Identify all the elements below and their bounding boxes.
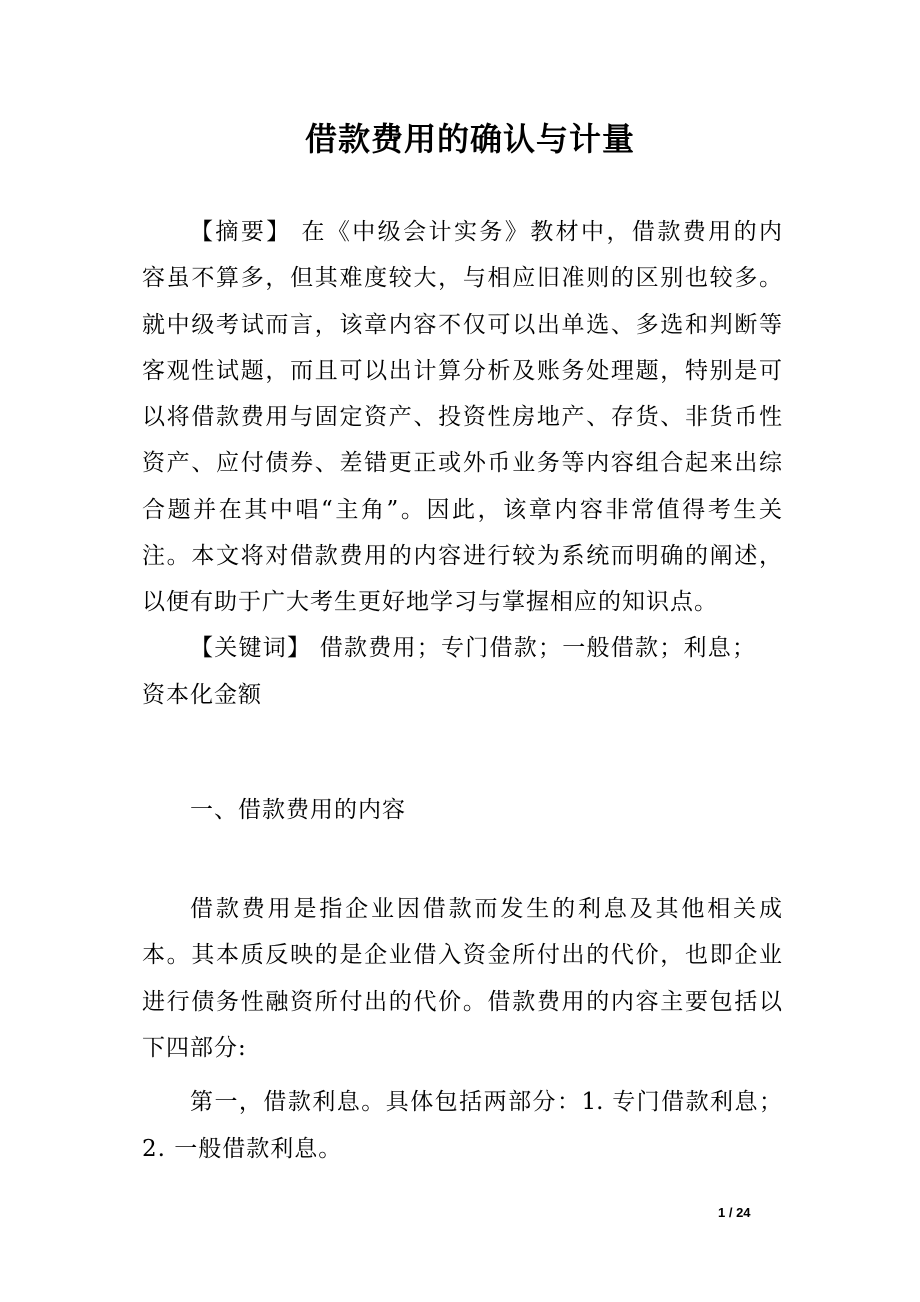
abstract-line: 注。本文将对借款费用的内容进行较为系统而明确的阐述， [142, 543, 782, 569]
keywords-line: 【关键词】 借款费用；专门借款；一般借款；利息； [190, 635, 755, 661]
keywords-line: 资本化金额 [142, 682, 262, 708]
section-heading: 一、借款费用的内容 [190, 797, 406, 823]
abstract-line: 合题并在其中唱“主角”。因此，该章内容非常值得考生关 [142, 497, 782, 523]
abstract-line: 容虽不算多，但其难度较大，与相应旧准则的区别也较多。 [142, 265, 782, 291]
body-line: 本。其本质反映的是企业借入资金所付出的代价，也即企业 [142, 942, 782, 968]
body-line: 第一，借款利息。具体包括两部分：1. 专门借款利息； [190, 1089, 782, 1115]
body-line: 下四部分: [142, 1035, 247, 1061]
body-line: 2. 一般借款利息。 [142, 1136, 343, 1162]
abstract-line: 以将借款费用与固定资产、投资性房地产、存货、非货币性 [142, 404, 782, 430]
body-line: 进行债务性融资所付出的代价。借款费用的内容主要包括以 [142, 989, 782, 1015]
abstract-line: 客观性试题，而且可以出计算分析及账务处理题，特别是可 [142, 358, 782, 384]
body-line: 借款费用是指企业因借款而发生的利息及其他相关成 [190, 896, 782, 922]
abstract-line: 以便有助于广大考生更好地学习与掌握相应的知识点。 [142, 589, 718, 615]
abstract-line: 【摘要】 在《中级会计实务》教材中，借款费用的内 [190, 219, 782, 245]
page-number: 1 / 24 [718, 1205, 751, 1220]
abstract-line: 就中级考试而言，该章内容不仅可以出单选、多选和判断等 [142, 312, 782, 338]
document-title: 借款费用的确认与计量 [304, 120, 635, 158]
abstract-line: 资产、应付债券、差错更正或外币业务等内容组合起来出综 [142, 450, 782, 476]
